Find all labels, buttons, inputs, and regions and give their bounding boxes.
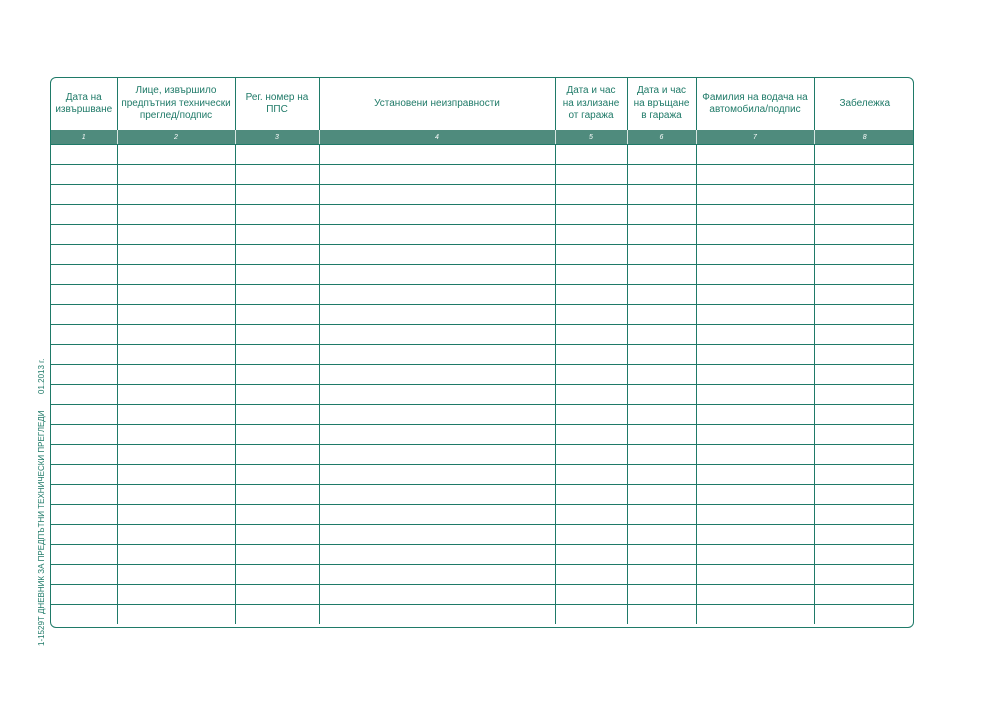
table-cell[interactable] [814, 385, 914, 405]
table-cell[interactable] [696, 585, 814, 605]
table-row [51, 305, 914, 325]
table-cell[interactable] [51, 185, 117, 205]
table-cell[interactable] [117, 545, 235, 565]
table-cell[interactable] [51, 265, 117, 285]
table-cell[interactable] [555, 145, 627, 165]
table-row [51, 245, 914, 265]
table-cell[interactable] [696, 165, 814, 185]
table-cell[interactable] [235, 445, 319, 465]
table-cell[interactable] [627, 265, 696, 285]
column-header-departure: Дата и час на излизане от гаража [555, 78, 627, 130]
column-header-row [51, 78, 914, 130]
table-cell[interactable] [555, 585, 627, 605]
table-cell[interactable] [696, 305, 814, 325]
table-cell[interactable] [555, 285, 627, 305]
table-cell[interactable] [235, 525, 319, 545]
table-cell[interactable] [235, 405, 319, 425]
table-cell[interactable] [235, 345, 319, 365]
table-cell[interactable] [117, 485, 235, 505]
table-cell[interactable] [117, 245, 235, 265]
table-cell[interactable] [555, 365, 627, 385]
table-cell[interactable] [814, 485, 914, 505]
table-row [51, 385, 914, 405]
table-cell[interactable] [555, 545, 627, 565]
table-cell[interactable] [319, 545, 555, 565]
table-cell[interactable] [319, 245, 555, 265]
table-cell[interactable] [696, 405, 814, 425]
table-cell[interactable] [814, 545, 914, 565]
table-row [51, 605, 914, 625]
table-cell[interactable] [555, 445, 627, 465]
table-cell[interactable] [235, 285, 319, 305]
table-cell[interactable] [51, 245, 117, 265]
table-cell[interactable] [117, 525, 235, 545]
table-row [51, 525, 914, 545]
column-number: 5 [555, 130, 627, 145]
table-cell[interactable] [555, 245, 627, 265]
table-cell[interactable] [319, 605, 555, 625]
table-cell[interactable] [235, 545, 319, 565]
table-cell[interactable] [51, 445, 117, 465]
table-cell[interactable] [117, 425, 235, 445]
table-cell[interactable] [51, 325, 117, 345]
table-cell[interactable] [627, 385, 696, 405]
table-cell[interactable] [814, 345, 914, 365]
column-header-driver: Фамилия на водача на автомобила/подпис [696, 78, 814, 130]
table-row [51, 565, 914, 585]
table-cell[interactable] [627, 365, 696, 385]
table-cell[interactable] [235, 585, 319, 605]
table-cell[interactable] [235, 245, 319, 265]
table-row [51, 445, 914, 465]
table-cell[interactable] [555, 345, 627, 365]
table-cell[interactable] [627, 185, 696, 205]
table-cell[interactable] [696, 265, 814, 285]
form-date-label: 01.2013 г. [37, 358, 46, 394]
column-header-reg-number: Рег. номер на ППС [235, 78, 319, 130]
table-cell[interactable] [627, 325, 696, 345]
table-cell[interactable] [814, 185, 914, 205]
table-cell[interactable] [319, 405, 555, 425]
table-cell[interactable] [117, 385, 235, 405]
table-cell[interactable] [319, 285, 555, 305]
table-cell[interactable] [51, 225, 117, 245]
table-cell[interactable] [51, 525, 117, 545]
table-cell[interactable] [51, 565, 117, 585]
table-cell[interactable] [555, 505, 627, 525]
table-cell[interactable] [555, 265, 627, 285]
column-number: 7 [696, 130, 814, 145]
table-cell[interactable] [117, 565, 235, 585]
table-cell[interactable] [117, 165, 235, 185]
table-cell[interactable] [627, 225, 696, 245]
table-cell[interactable] [627, 145, 696, 165]
table-cell[interactable] [117, 205, 235, 225]
table-cell[interactable] [627, 505, 696, 525]
table-cell[interactable] [627, 425, 696, 445]
table-cell[interactable] [696, 185, 814, 205]
table-row [51, 165, 914, 185]
table-cell[interactable] [555, 165, 627, 185]
table-cell[interactable] [696, 445, 814, 465]
table-cell[interactable] [319, 525, 555, 545]
table-cell[interactable] [814, 225, 914, 245]
table-cell[interactable] [319, 385, 555, 405]
table-cell[interactable] [555, 385, 627, 405]
table-cell[interactable] [555, 225, 627, 245]
table-cell[interactable] [235, 165, 319, 185]
table-cell[interactable] [814, 505, 914, 525]
table-cell[interactable] [51, 425, 117, 445]
table-cell[interactable] [51, 605, 117, 625]
table-cell[interactable] [117, 445, 235, 465]
table-row [51, 145, 914, 165]
table-cell[interactable] [319, 265, 555, 285]
table-cell[interactable] [696, 505, 814, 525]
table-cell[interactable] [814, 145, 914, 165]
table-cell[interactable] [235, 205, 319, 225]
table-cell[interactable] [555, 565, 627, 585]
table-cell[interactable] [51, 465, 117, 485]
table-cell[interactable] [319, 425, 555, 445]
column-header-inspector: Лице, извършило предпътния технически преглед/подпис [117, 78, 235, 130]
table-cell[interactable] [235, 365, 319, 385]
table-cell[interactable] [696, 425, 814, 445]
table-row [51, 325, 914, 345]
table-cell[interactable] [696, 245, 814, 265]
table-cell[interactable] [814, 205, 914, 225]
table-cell[interactable] [696, 525, 814, 545]
table-cell[interactable] [117, 305, 235, 325]
table-cell[interactable] [814, 425, 914, 445]
table-cell[interactable] [235, 325, 319, 345]
table-cell[interactable] [51, 505, 117, 525]
column-header-return: Дата и час на връщане в гаража [627, 78, 696, 130]
table-cell[interactable] [696, 385, 814, 405]
table-cell[interactable] [555, 425, 627, 445]
table-cell[interactable] [319, 445, 555, 465]
table-cell[interactable] [235, 465, 319, 485]
table-row [51, 185, 914, 205]
table-cell[interactable] [319, 465, 555, 485]
table-cell[interactable] [814, 405, 914, 425]
column-number: 2 [117, 130, 235, 145]
table-cell[interactable] [117, 345, 235, 365]
table-cell[interactable] [696, 365, 814, 385]
table-cell[interactable] [319, 585, 555, 605]
table-cell[interactable] [555, 325, 627, 345]
table-cell[interactable] [627, 445, 696, 465]
table-row [51, 545, 914, 565]
table-cell[interactable] [627, 205, 696, 225]
table-row [51, 505, 914, 525]
table-cell[interactable] [319, 485, 555, 505]
table-cell[interactable] [51, 365, 117, 385]
column-number: 6 [627, 130, 696, 145]
table-cell[interactable] [51, 305, 117, 325]
table-cell[interactable] [117, 225, 235, 245]
table-cell[interactable] [235, 385, 319, 405]
table-cell[interactable] [696, 545, 814, 565]
column-header-notes: Забележка [839, 97, 891, 109]
table-cell[interactable] [319, 505, 555, 525]
log-table-frame [50, 77, 914, 628]
table-cell[interactable] [117, 185, 235, 205]
table-cell[interactable] [235, 485, 319, 505]
table-cell[interactable] [555, 465, 627, 485]
table-cell[interactable] [117, 325, 235, 345]
table-cell[interactable] [319, 305, 555, 325]
table-cell[interactable] [555, 185, 627, 205]
table-cell[interactable] [319, 165, 555, 185]
column-header-defects: Установени неизправности [319, 78, 555, 130]
table-cell[interactable] [814, 445, 914, 465]
table-row [51, 365, 914, 385]
table-cell[interactable] [627, 285, 696, 305]
table-cell[interactable] [235, 225, 319, 245]
table-cell[interactable] [235, 505, 319, 525]
table-cell[interactable] [51, 205, 117, 225]
form-code-title: 1-1529Т ДНЕВНИК ЗА ПРЕДПЪТНИ ТЕХНИЧЕСКИ ПРЕГЛЕДИ [37, 410, 46, 646]
table-cell[interactable] [235, 425, 319, 445]
table-cell[interactable] [814, 465, 914, 485]
table-cell[interactable] [319, 205, 555, 225]
column-number: 1 [51, 130, 117, 145]
table-body [51, 145, 914, 625]
table-cell[interactable] [51, 345, 117, 365]
table-cell[interactable] [696, 485, 814, 505]
table-row [51, 205, 914, 225]
table-row [51, 425, 914, 445]
table-cell[interactable] [814, 585, 914, 605]
table-cell[interactable] [627, 405, 696, 425]
table-cell[interactable] [51, 585, 117, 605]
table-cell[interactable] [117, 505, 235, 525]
column-number-row [51, 130, 914, 145]
table-cell[interactable] [814, 305, 914, 325]
table-cell[interactable] [814, 245, 914, 265]
table-cell[interactable] [235, 565, 319, 585]
column-number: 3 [235, 130, 319, 145]
table-cell[interactable] [814, 165, 914, 185]
table-cell[interactable] [696, 605, 814, 625]
table-cell[interactable] [319, 345, 555, 365]
table-cell[interactable] [814, 325, 914, 345]
table-cell[interactable] [555, 405, 627, 425]
inspection-log-table [51, 78, 914, 624]
table-row [51, 485, 914, 505]
table-cell[interactable] [696, 465, 814, 485]
table-cell[interactable] [235, 305, 319, 325]
table-cell[interactable] [117, 405, 235, 425]
table-cell[interactable] [696, 145, 814, 165]
table-row [51, 225, 914, 245]
table-cell[interactable] [555, 205, 627, 225]
table-cell[interactable] [51, 385, 117, 405]
table-cell[interactable] [627, 345, 696, 365]
table-cell[interactable] [555, 525, 627, 545]
table-cell[interactable] [627, 305, 696, 325]
table-cell[interactable] [117, 585, 235, 605]
table-cell[interactable] [814, 365, 914, 385]
table-cell[interactable] [51, 285, 117, 305]
table-cell[interactable] [319, 565, 555, 585]
table-cell[interactable] [814, 525, 914, 545]
table-cell[interactable] [235, 605, 319, 625]
table-cell[interactable] [117, 285, 235, 305]
table-cell[interactable] [235, 185, 319, 205]
table-row [51, 265, 914, 285]
column-header-date: Дата на извършване [51, 78, 117, 130]
table-cell[interactable] [235, 145, 319, 165]
table-cell[interactable] [627, 465, 696, 485]
table-row [51, 345, 914, 365]
table-cell[interactable] [627, 605, 696, 625]
table-cell[interactable] [555, 485, 627, 505]
table-cell[interactable] [627, 565, 696, 585]
table-cell[interactable] [555, 305, 627, 325]
table-cell[interactable] [319, 145, 555, 165]
table-cell[interactable] [696, 345, 814, 365]
table-cell[interactable] [319, 185, 555, 205]
table-cell[interactable] [814, 265, 914, 285]
table-cell[interactable] [627, 585, 696, 605]
table-cell[interactable] [117, 465, 235, 485]
table-row [51, 585, 914, 605]
column-number: 8 [814, 130, 914, 145]
table-cell[interactable] [117, 145, 235, 165]
table-cell[interactable] [555, 605, 627, 625]
table-cell[interactable] [117, 265, 235, 285]
table-cell[interactable] [117, 605, 235, 625]
table-cell[interactable] [51, 145, 117, 165]
table-row [51, 285, 914, 305]
table-cell[interactable] [627, 245, 696, 265]
table-cell[interactable] [51, 485, 117, 505]
table-cell[interactable] [696, 565, 814, 585]
table-row [51, 405, 914, 425]
table-cell[interactable] [696, 205, 814, 225]
table-cell[interactable] [814, 565, 914, 585]
table-cell[interactable] [51, 405, 117, 425]
table-cell[interactable] [696, 325, 814, 345]
table-row [51, 465, 914, 485]
table-cell[interactable] [51, 165, 117, 185]
table-cell[interactable] [696, 225, 814, 245]
table-cell[interactable] [696, 285, 814, 305]
table-cell[interactable] [627, 545, 696, 565]
table-cell[interactable] [814, 605, 914, 625]
column-number: 4 [319, 130, 555, 145]
table-cell[interactable] [117, 365, 235, 385]
table-cell[interactable] [627, 165, 696, 185]
table-cell[interactable] [319, 225, 555, 245]
table-cell[interactable] [319, 325, 555, 345]
table-cell[interactable] [627, 525, 696, 545]
table-cell[interactable] [51, 545, 117, 565]
table-cell[interactable] [235, 265, 319, 285]
table-cell[interactable] [627, 485, 696, 505]
table-cell[interactable] [814, 285, 914, 305]
table-cell[interactable] [319, 365, 555, 385]
